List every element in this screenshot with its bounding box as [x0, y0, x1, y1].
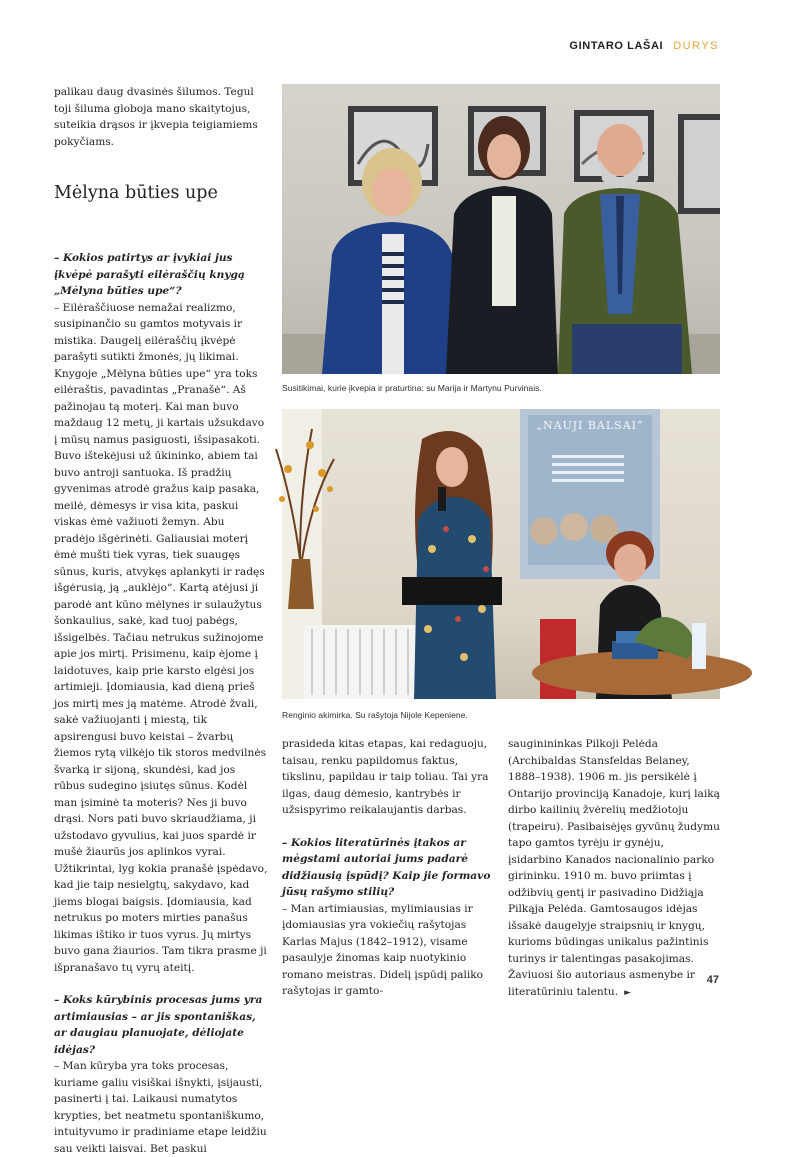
subheading: Mėlyna būties upe: [54, 183, 218, 203]
answer-2-continued: prasideda kitas etapas, kai redaguoju, taisau, renku papildomus faktus, tikslinu, papildau ir taip toliau. Tai yra ilgas, daug dėmesio, kantrybės ir užsispyrimo reikalaujantis darbas.: [282, 738, 489, 816]
header-category: DURYS: [673, 40, 719, 52]
answer-3-continued: [508, 736, 720, 1001]
page-number: 47: [706, 974, 719, 986]
running-header: [569, 40, 719, 52]
photo-meeting: [282, 84, 720, 374]
text-column-3: [508, 736, 720, 1001]
photo-event: [282, 409, 720, 699]
question-2: – Koks kūrybinis procesas jums yra artimiausias – ar jis spontaniškas, ar daugiau planuojate, dėliojate idėjas?: [54, 994, 263, 1056]
header-section: GINTARO LAŠAI: [569, 40, 664, 52]
photo-meeting-illustration: [282, 84, 720, 374]
photo-event-caption: Renginio akimirka. Su rašytoja Nijole Kepeniene.: [282, 710, 468, 720]
photo-event-illustration: [282, 409, 720, 699]
question-3: – Kokios literatūrinės įtakos ar mėgstami autoriai jums padarė didžiausią įspūdį? Kaip jie formavo jūsų rašymo stilių?: [282, 836, 491, 898]
answer-3: – Man artimiausias, mylimiausias ir įdomiausias yra vokiečių rašytojas Karlas Majus (1842–1912), visame pasaulyje žinomas kaip nuotykinio romano meistras. Didelį įspūdį paliko rašytojas ir gamto-: [282, 902, 484, 997]
answer-3-continued-text: sauginininkas Pilkoji Pelėda (Archibaldas Stansfeldas Belaney, 1888–1938). 1906 m. jis persikėlė į Ontarijo provinciją Kanadoje, kurį laiką dirbo kailinių žvėrelių medžiotoju (trapeiru). Pasibaisėjęs gyvūnų žudymu tapo gamtos tyrėju ir gynėju, įsidarbino Kanados nacionalinio parko girininku. 1910 m. buvo priimtas į odžibvių gentį ir pasivadino Didžiąja Pilkąja Pelėda. Gamtosaugos idėjas išsakė daugelyje straipsnių ir knygų, kurioms būdingas unikalus pažintinis turinys ir talentingas pasakojimas. Žaviuosi šio autoriaus asmenybe ir literatūriniu talentu.: [508, 738, 720, 998]
question-1: – Kokios patirtys ar įvykiai jus įkvėpė parašyti eilėraščių knygą „Mėlyna būties upe“?: [54, 252, 245, 297]
text-column-1: [54, 84, 268, 1157]
photo-meeting-caption: Susitikimai, kurie įkvepia ir praturtina: su Marija ir Martynu Purvinais.: [282, 383, 542, 393]
end-of-article-arrow-icon: ►: [624, 987, 632, 998]
answer-1: – Eilėraščiuose nemažai realizmo, susipinančio su gamtos motyvais ir mistika. Daugelį eilėraščių įkvėpė parašyti sutikti žmonės, jų likimai. Knygoje „Mėlyna būties upe“ yra toks eilėraštis, pavadintas „Pranašė“. Aš pažinojau tą moterį. Kai man buvo maždaug 12 metų, ji kartais užsukdavo į mūsų namus pasiguosti, išsipasakoti. Buvo ištekėjusi už ūkininko, abiem tai buvo antroji santuoka. Iš pradžių gyvenimas atrodė gražus kaip pasaka, meilė, dėmesys ir visa kita, paskui viskas ėmė važiuoti žemyn. Abu pradėjo išgėrinėti. Galiausiai moterį ėmė mušti tiek vyras, tiek suaugęs sūnus, kuris, atvykęs aplankyti ir radęs išgėrusią, ją „auklėjo“. Kartą atėjusi ji parodė ant kūno mėlynes ir sulaužytus šonkaulius, sakė, kad tuoj pabėgs, išsigelbės. Tačiau netrukus sužinojome apie jos mirtį. Prisimenu, kaip ėjome į laidotuves, kaip prie karsto elgėsi jos artimieji. Įdomiausia, kad dieną prieš jos mirtį mes ją matėme. Atrodė žvali, sakė važiuojanti į miestą, tik apsirengusi buvo keistai – žvarbų žiemos rytą vilkėjo tik storos medvilnės švarką ir sijoną, skundėsi, kad jos rūbus sudegino įsiutęs sūnus. Kodėl man įsiminė ta moteris? Nes ji buvo drąsi. Nors pati buvo skriaudžiama, ji užstodavo gyvulius, kai juos spardė ir mušė žiaurūs jos aplinkos vyrai. Užtikrintai, lyg kokia pranašė įspėdavo, kad jie taip nesielgtų, sakydavo, kad jiems blogai baigsis. Įdomiausia, kad netrukus po moters mirties panašus likimas ištiko ir tuos vyrus. Jų mirtys buvo gana žiaurios. Tam tikra prasme ji išpranašavo tų vyrų ateitį.: [54, 301, 268, 974]
text-column-2: [282, 736, 494, 1000]
intro-paragraph: palikau daug dvasinės šilumos. Tegul toji šiluma globoja mano skaitytojus, suteikia drąsos ir įkvepia teigiamiems pokyčiams.: [54, 86, 258, 148]
event-banner-title: „NAUJI BALSAI“: [536, 419, 644, 432]
answer-2: – Man kūryba yra toks procesas, kuriame galiu visiškai išnykti, įsijausti, pasinerti į tai. Laikausi numatytos krypties, bet neatmetu spontaniškumo, intuityvumo ir pradiniame etape leidžiu sau veikti laisvai. Bet paskui: [54, 1060, 267, 1155]
